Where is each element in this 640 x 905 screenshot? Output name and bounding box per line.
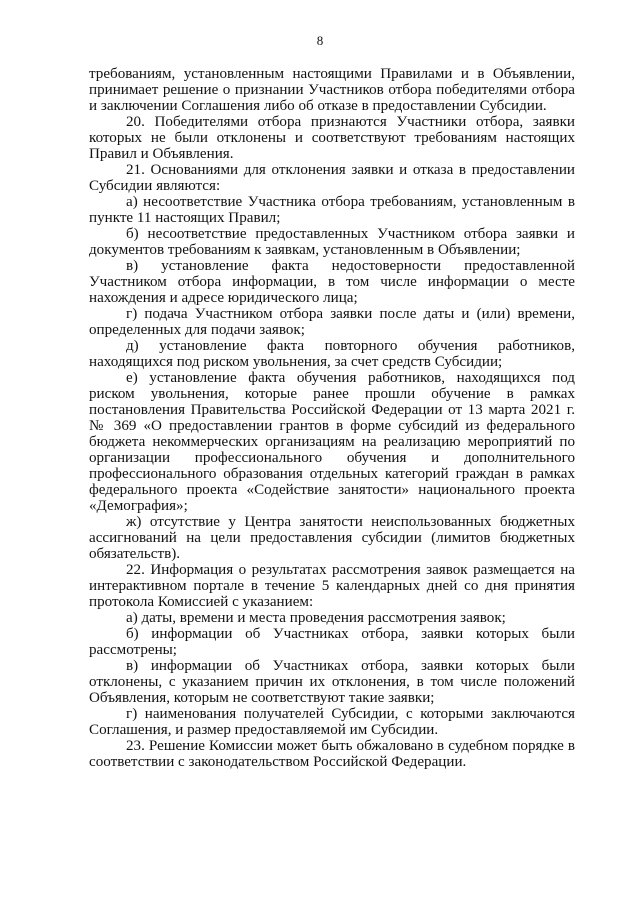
list-item-22-g: г) наименования получателей Субсидии, с которыми заключаются Соглашения, и размер предоставляемой им Субсидии. bbox=[89, 706, 575, 738]
document-body bbox=[89, 66, 575, 770]
paragraph-20-winners: 20. Победителями отбора признаются Участники отбора, заявки которых не были отклонены и соответствуют требованиям настоящих Правил и Объявления. bbox=[89, 114, 575, 162]
page-number: 8 bbox=[316, 33, 324, 48]
list-item-21-v: в) установление факта недостоверности предоставленной Участником отбора информации, в том числе информации о месте нахождения и адресе юридического лица; bbox=[89, 258, 575, 306]
paragraph-21-rejection-grounds: 21. Основаниями для отклонения заявки и отказа в предоставлении Субсидии являются: bbox=[89, 162, 575, 194]
list-item-21-zh: ж) отсутствие у Центра занятости неиспользованных бюджетных ассигнований на цели предоставления субсидии (лимитов бюджетных обязательств). bbox=[89, 514, 575, 562]
list-item-22-a: а) даты, времени и места проведения рассмотрения заявок; bbox=[126, 610, 506, 626]
list-item-21-e: е) установление факта обучения работников, находящихся под риском увольнения, которые ранее прошли обучение в рамках постановления Правительства Российской Федерации от 13 марта 2021 г. № 369 «О предоставлении грантов в форме субсидий из федерального бюджета некоммерческих организациям на реализацию мероприятий по организации профессионального обучения и дополнительного профессионального образования отдельных категорий граждан в рамках федерального проекта «Содействие занятости» национального проекта «Демография»; bbox=[89, 370, 575, 514]
paragraph-continuation: требованиям, установленным настоящими Правилами и в Объявлении, принимает решение о признании Участников отбора победителями отбора и заключении Соглашения либо об отказе в предоставлении Субсидии. bbox=[89, 66, 575, 114]
list-item-21-d: д) установление факта повторного обучения работников, находящихся под риском увольнения, за счет средств Субсидии; bbox=[89, 338, 575, 370]
paragraph-22-results-info: 22. Информация о результатах рассмотрения заявок размещается на интерактивном портале в течение 5 календарных дней со дня принятия протокола Комиссией с указанием: bbox=[89, 562, 575, 610]
list-item-22-b: б) информации об Участниках отбора, заявки которых были рассмотрены; bbox=[89, 626, 575, 658]
paragraph-23-appeal: 23. Решение Комиссии может быть обжаловано в судебном порядке в соответствии с законодательством Российской Федерации. bbox=[89, 738, 575, 770]
list-item-21-a: а) несоответствие Участника отбора требованиям, установленным в пункте 11 настоящих Правил; bbox=[89, 194, 575, 226]
list-item-22-v: в) информации об Участниках отбора, заявки которых были отклонены, с указанием причин их отклонения, в том числе положений Объявления, которым не соответствуют такие заявки; bbox=[89, 658, 575, 706]
list-item-21-g: г) подача Участником отбора заявки после даты и (или) времени, определенных для подачи заявок; bbox=[89, 306, 575, 338]
list-item-21-b: б) несоответствие предоставленных Участником отбора заявки и документов требованиям к заявкам, установленным в Объявлении; bbox=[89, 226, 575, 258]
